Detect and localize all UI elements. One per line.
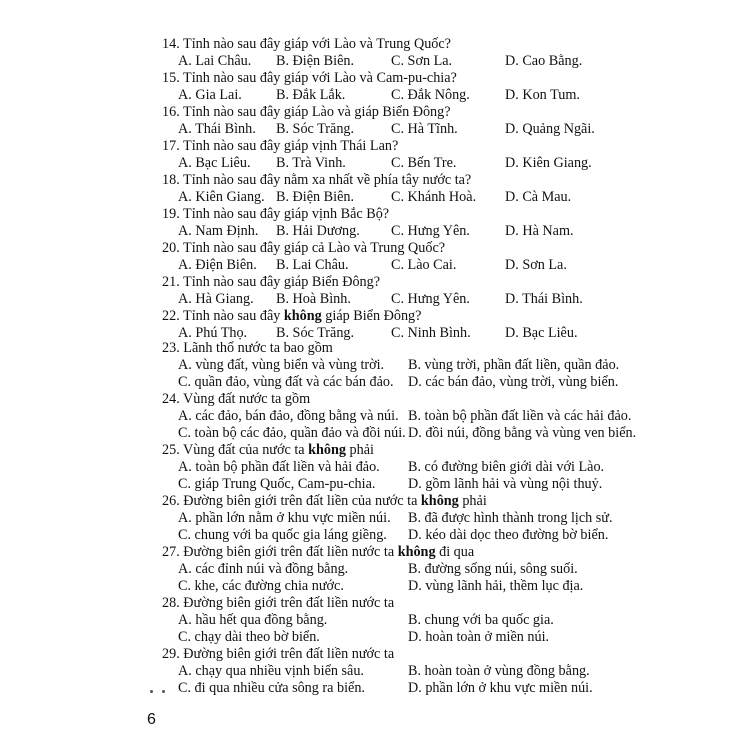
question-19-option-a: A. Nam Định. bbox=[178, 223, 259, 239]
question-24-option-d: D. đồi núi, đồng bằng và vùng ven biển. bbox=[408, 425, 637, 441]
question-14-option-a: A. Lai Châu. bbox=[178, 53, 252, 69]
question-17-option-a: A. Bạc Liêu. bbox=[178, 155, 251, 171]
question-22-stem bbox=[162, 308, 421, 325]
question-stem-text-end: phải bbox=[346, 442, 374, 458]
question-21-option-c: C. Hưng Yên. bbox=[391, 291, 470, 307]
question-15-option-a: A. Gia Lai. bbox=[178, 87, 242, 103]
question-27-option-a: A. các đỉnh núi và đồng bằng. bbox=[178, 561, 349, 577]
question-28-option-d: D. hoàn toàn ở miền núi. bbox=[408, 629, 550, 645]
question-25-option-c: C. giáp Trung Quốc, Cam-pu-chia. bbox=[178, 476, 376, 492]
question-stem-text-end: giáp Biển Đông? bbox=[321, 308, 422, 324]
question-24-option-a: A. các đảo, bán đảo, đồng bằng và núi. bbox=[178, 408, 399, 424]
page-number: 6 bbox=[147, 711, 156, 728]
question-26-option-b: B. đã được hình thành trong lịch sử. bbox=[408, 510, 613, 526]
question-16-stem bbox=[162, 104, 451, 121]
question-20-option-a: A. Điện Biên. bbox=[178, 257, 257, 273]
scan-speck bbox=[150, 690, 153, 693]
question-27-option-c: C. khe, các đường chia nước. bbox=[178, 578, 344, 594]
question-stem-text: 22. Tỉnh nào sau đây bbox=[162, 308, 284, 324]
question-17-option-d: D. Kiên Giang. bbox=[505, 155, 592, 171]
question-19-option-c: C. Hưng Yên. bbox=[391, 223, 470, 239]
question-25-option-b: B. có đường biên giới dài với Lào. bbox=[408, 459, 605, 475]
question-26-option-c: C. chung với ba quốc gia láng giềng. bbox=[178, 527, 387, 543]
question-19-option-b: B. Hải Dương. bbox=[276, 223, 360, 239]
question-23-option-a: A. vùng đất, vùng biển và vùng trời. bbox=[178, 357, 385, 373]
question-stem-text: 15. Tỉnh nào sau đây giáp với Lào và Cam-pu-chia? bbox=[162, 70, 457, 86]
question-26-stem bbox=[162, 493, 487, 510]
question-23-stem bbox=[162, 340, 333, 357]
question-17-stem bbox=[162, 138, 398, 155]
question-14-stem bbox=[162, 36, 451, 53]
question-stem-text: 17. Tỉnh nào sau đây giáp vịnh Thái Lan? bbox=[162, 138, 399, 154]
question-16-option-c: C. Hà Tĩnh. bbox=[391, 121, 458, 137]
question-27-option-b: B. đường sống núi, sông suối. bbox=[408, 561, 578, 577]
question-stem-text: 16. Tỉnh nào sau đây giáp Lào và giáp Biển Đông? bbox=[162, 104, 451, 120]
question-20-option-b: B. Lai Châu. bbox=[276, 257, 349, 273]
question-22-option-a: A. Phú Thọ. bbox=[178, 325, 248, 341]
question-22-option-c: C. Ninh Bình. bbox=[391, 325, 471, 341]
question-stem-text: 27. Đường biên giới trên đất liền nước ta bbox=[162, 544, 398, 560]
question-29-option-d: D. phần lớn ở khu vực miền núi. bbox=[408, 680, 593, 696]
question-stem-text: 19. Tỉnh nào sau đây giáp vịnh Bắc Bộ? bbox=[162, 206, 390, 222]
question-stem-emphasis: không bbox=[283, 308, 322, 324]
question-22-option-b: B. Sóc Trăng. bbox=[276, 325, 355, 341]
question-27-option-d: D. vùng lãnh hải, thềm lục địa. bbox=[408, 578, 584, 594]
question-14-option-d: D. Cao Bằng. bbox=[505, 53, 583, 69]
question-21-option-d: D. Thái Bình. bbox=[505, 291, 583, 307]
question-stem-emphasis: không bbox=[308, 442, 346, 458]
question-29-option-a: A. chạy qua nhiều vịnh biển sâu. bbox=[178, 663, 364, 679]
question-18-stem bbox=[162, 172, 471, 189]
question-23-option-b: B. vùng trời, phần đất liền, quần đảo. bbox=[408, 357, 620, 373]
question-16-option-b: B. Sóc Trăng. bbox=[276, 121, 355, 137]
question-stem-text: 28. Đường biên giới trên đất liền nước ta bbox=[162, 595, 395, 611]
question-29-option-b: B. hoàn toàn ở vùng đồng bằng. bbox=[408, 663, 590, 679]
question-25-option-d: D. gồm lãnh hải và vùng nội thuỷ. bbox=[408, 476, 603, 492]
scan-speck bbox=[162, 690, 165, 693]
question-stem-text: 26. Đường biên giới trên đất liền của nước ta bbox=[162, 493, 421, 509]
question-29-stem bbox=[162, 646, 394, 663]
question-18-option-c: C. Khánh Hoà. bbox=[391, 189, 477, 205]
question-23-option-c: C. quần đảo, vùng đất và các bán đảo. bbox=[178, 374, 394, 390]
question-stem-text: 23. Lãnh thổ nước ta bao gồm bbox=[162, 340, 333, 356]
question-28-option-b: B. chung với ba quốc gia. bbox=[408, 612, 554, 628]
question-stem-text: 25. Vùng đất của nước ta bbox=[162, 442, 309, 458]
question-21-option-b: B. Hoà Bình. bbox=[276, 291, 351, 307]
question-18-option-d: D. Cà Mau. bbox=[505, 189, 572, 205]
question-18-option-b: B. Điện Biên. bbox=[276, 189, 355, 205]
question-24-option-c: C. toàn bộ các đảo, quần đảo và đồi núi. bbox=[178, 425, 406, 441]
question-stem-text: 14. Tỉnh nào sau đây giáp với Lào và Trung Quốc? bbox=[162, 36, 451, 52]
question-17-option-c: C. Bến Tre. bbox=[391, 155, 457, 171]
question-15-option-c: C. Đắk Nông. bbox=[391, 87, 470, 103]
question-22-option-d: D. Bạc Liêu. bbox=[505, 325, 578, 341]
question-24-option-b: B. toàn bộ phần đất liền và các hải đảo. bbox=[408, 408, 632, 424]
question-stem-emphasis: không bbox=[397, 544, 436, 560]
question-15-option-d: D. Kon Tum. bbox=[505, 87, 580, 103]
question-15-option-b: B. Đắk Lắk. bbox=[276, 87, 346, 103]
question-21-stem bbox=[162, 274, 380, 291]
question-stem-text: 20. Tỉnh nào sau đây giáp cả Lào và Trung Quốc? bbox=[162, 240, 446, 256]
question-stem-text-end: đi qua bbox=[435, 544, 475, 560]
question-21-option-a: A. Hà Giang. bbox=[178, 291, 254, 307]
question-stem-text: 18. Tỉnh nào sau đây nằm xa nhất về phía tây nước ta? bbox=[162, 172, 472, 188]
question-28-option-c: C. chạy dài theo bờ biển. bbox=[178, 629, 320, 645]
question-25-option-a: A. toàn bộ phần đất liền và hải đảo. bbox=[178, 459, 380, 475]
question-20-stem bbox=[162, 240, 445, 257]
question-17-option-b: B. Trà Vinh. bbox=[276, 155, 346, 171]
question-16-option-a: A. Thái Bình. bbox=[178, 121, 256, 137]
question-24-stem bbox=[162, 391, 310, 408]
question-29-option-c: C. đi qua nhiều cửa sông ra biển. bbox=[178, 680, 365, 696]
question-23-option-d: D. các bán đảo, vùng trời, vùng biển. bbox=[408, 374, 619, 390]
question-28-option-a: A. hầu hết qua đồng bằng. bbox=[178, 612, 328, 628]
question-stem-text: 29. Đường biên giới trên đất liền nước ta bbox=[162, 646, 395, 662]
question-20-option-d: D. Sơn La. bbox=[505, 257, 567, 273]
question-26-option-a: A. phần lớn nằm ở khu vực miền núi. bbox=[178, 510, 391, 526]
question-16-option-d: D. Quảng Ngãi. bbox=[505, 121, 595, 137]
question-20-option-c: C. Lào Cai. bbox=[391, 257, 457, 273]
question-28-stem bbox=[162, 595, 394, 612]
question-26-option-d: D. kéo dài dọc theo đường bờ biển. bbox=[408, 527, 609, 543]
question-14-option-c: C. Sơn La. bbox=[391, 53, 453, 69]
question-14-option-b: B. Điện Biên. bbox=[276, 53, 355, 69]
question-15-stem bbox=[162, 70, 457, 87]
question-25-stem bbox=[162, 442, 374, 459]
question-stem-emphasis: không bbox=[420, 493, 459, 509]
question-19-stem bbox=[162, 206, 389, 223]
question-stem-text: 24. Vùng đất nước ta gồm bbox=[162, 391, 311, 407]
question-18-option-a: A. Kiên Giang. bbox=[178, 189, 265, 205]
question-19-option-d: D. Hà Nam. bbox=[505, 223, 574, 239]
question-27-stem bbox=[162, 544, 474, 561]
question-stem-text-end: phải bbox=[458, 493, 487, 509]
question-stem-text: 21. Tỉnh nào sau đây giáp Biển Đông? bbox=[162, 274, 381, 290]
